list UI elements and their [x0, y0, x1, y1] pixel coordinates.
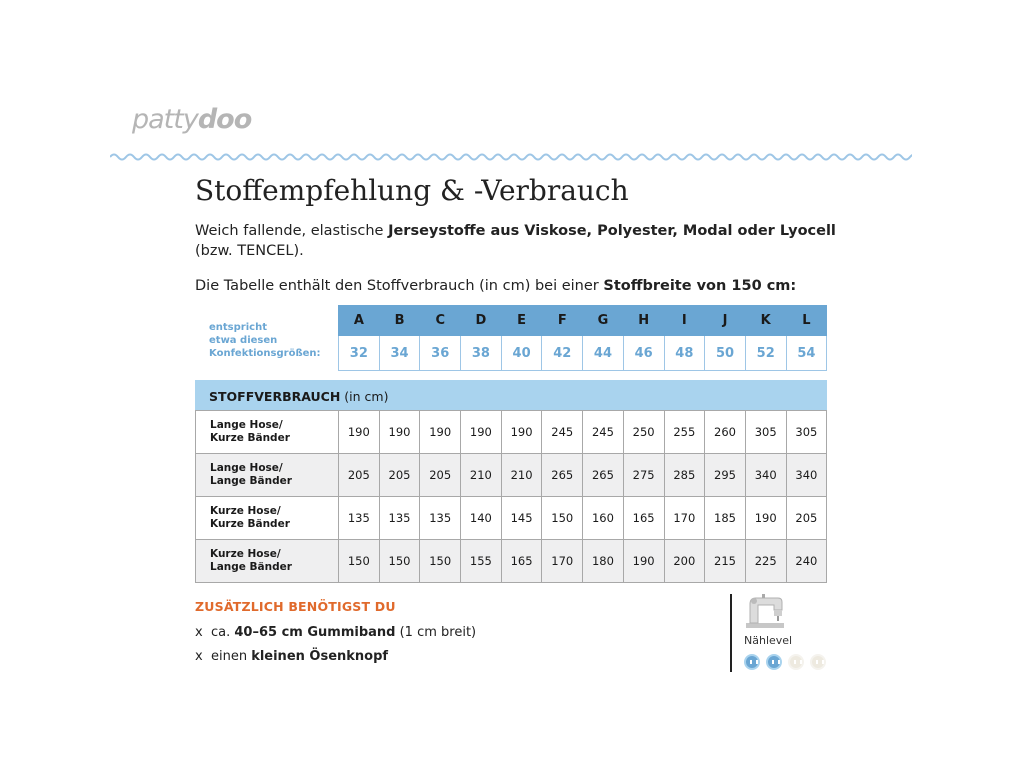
sewing-level-label: Nählevel: [744, 634, 793, 647]
row-label-line: Lange Bänder: [210, 475, 292, 487]
extras-item-bold: kleinen Ösenknopf: [251, 649, 389, 664]
extras-item-prefix: einen: [210, 649, 252, 664]
size-number-cell: 34: [379, 336, 420, 371]
usage-value-cell: 250: [623, 411, 664, 454]
page-title: Stoffempfehlung & -Verbrauch: [195, 174, 629, 207]
pattydoo-logo: [132, 104, 251, 135]
usage-value-cell: 210: [501, 454, 542, 497]
extras-heading: ZUSÄTZLICH BENÖTIGST DU: [195, 599, 396, 614]
usage-value-cell: 245: [542, 411, 583, 454]
usage-value-cell: 155: [461, 540, 502, 583]
bullet: x: [195, 625, 203, 640]
size-number-cell: 32: [339, 336, 380, 371]
row-label: [196, 411, 339, 454]
usage-value-cell: 165: [623, 497, 664, 540]
size-number-cell: 38: [461, 336, 502, 371]
size-number-cell: 46: [623, 336, 664, 371]
usage-value-cell: 190: [501, 411, 542, 454]
usage-value-cell: 240: [786, 540, 827, 583]
usage-value-cell: 135: [420, 497, 461, 540]
extras-item: [195, 649, 388, 664]
size-number-cell: 44: [583, 336, 624, 371]
size-number-cell: 48: [664, 336, 705, 371]
size-number-cell: 42: [542, 336, 583, 371]
size-numbers-row: [339, 336, 827, 371]
size-letter-cell: H: [623, 306, 664, 336]
table-row: [196, 540, 827, 583]
usage-value-cell: 225: [745, 540, 786, 583]
button-rating-icon: [766, 654, 782, 670]
usage-value-cell: 210: [461, 454, 502, 497]
extras-item-suffix: (1 cm breit): [395, 625, 477, 640]
button-rating-icon: [788, 654, 804, 670]
usage-value-cell: 275: [623, 454, 664, 497]
size-letter-cell: B: [379, 306, 420, 336]
row-label-line: Lange Hose/: [210, 462, 283, 474]
size-note-line: Konfektionsgrößen:: [209, 348, 321, 359]
sewing-level-rating: [744, 654, 826, 670]
vertical-divider: [730, 594, 732, 672]
row-label: [196, 540, 339, 583]
usage-value-cell: 205: [379, 454, 420, 497]
usage-value-cell: 305: [786, 411, 827, 454]
usage-value-cell: 165: [501, 540, 542, 583]
table-note-prefix: Die Tabelle enthält den Stoffverbrauch (in cm) bei einer: [195, 278, 604, 294]
size-letter-cell: G: [583, 306, 624, 336]
intro-prefix: Weich fallende, elastische: [195, 223, 389, 239]
size-note-line: entspricht: [209, 322, 267, 333]
usage-value-cell: 135: [379, 497, 420, 540]
fabric-recommendation: [195, 221, 855, 261]
extras-item: [195, 625, 476, 640]
size-number-cell: 36: [420, 336, 461, 371]
size-note-line: etwa diesen: [209, 335, 278, 346]
button-rating-icon: [744, 654, 760, 670]
usage-value-cell: 340: [786, 454, 827, 497]
sewing-machine-icon: [744, 592, 786, 630]
size-number-cell: 40: [501, 336, 542, 371]
usage-heading-unit: (in cm): [340, 389, 389, 404]
usage-value-cell: 190: [745, 497, 786, 540]
usage-value-cell: 190: [339, 411, 380, 454]
size-letter-cell: A: [339, 306, 380, 336]
usage-value-cell: 145: [501, 497, 542, 540]
size-letter-cell: K: [745, 306, 786, 336]
table-note: [195, 276, 796, 296]
usage-value-cell: 245: [583, 411, 624, 454]
size-letter-cell: L: [786, 306, 827, 336]
row-label: [196, 454, 339, 497]
size-letter-cell: F: [542, 306, 583, 336]
row-label-line: Kurze Hose/: [210, 548, 281, 560]
usage-value-cell: 305: [745, 411, 786, 454]
usage-value-cell: 150: [542, 497, 583, 540]
intro-suffix: (bzw. TENCEL).: [195, 243, 304, 259]
button-rating-icon: [810, 654, 826, 670]
size-letter-cell: I: [664, 306, 705, 336]
intro-bold: Jerseystoffe aus Viskose, Polyester, Modal oder Lyocell: [388, 223, 836, 239]
size-letters-row: [339, 306, 827, 336]
extras-item-bold: 40–65 cm Gummiband: [234, 625, 396, 640]
usage-value-cell: 260: [705, 411, 746, 454]
usage-table: [195, 410, 827, 583]
row-label-line: Kurze Bänder: [210, 432, 290, 444]
usage-value-cell: 170: [664, 497, 705, 540]
size-note: [209, 321, 321, 360]
table-note-bold: Stoffbreite von 150 cm:: [603, 278, 797, 294]
table-row: [196, 411, 827, 454]
extras-item-prefix: ca.: [210, 625, 235, 640]
table-row: [196, 454, 827, 497]
bullet: x: [195, 649, 203, 664]
usage-value-cell: 170: [542, 540, 583, 583]
usage-value-cell: 205: [786, 497, 827, 540]
usage-value-cell: 185: [705, 497, 746, 540]
usage-value-cell: 295: [705, 454, 746, 497]
size-number-cell: 54: [786, 336, 827, 371]
usage-value-cell: 150: [339, 540, 380, 583]
logo-part-2: doo: [197, 104, 252, 135]
size-number-cell: 50: [705, 336, 746, 371]
size-letter-cell: D: [461, 306, 502, 336]
usage-value-cell: 150: [379, 540, 420, 583]
size-letter-cell: J: [705, 306, 746, 336]
size-letter-cell: E: [501, 306, 542, 336]
usage-value-cell: 180: [583, 540, 624, 583]
table-row: [196, 497, 827, 540]
usage-value-cell: 255: [664, 411, 705, 454]
usage-value-cell: 200: [664, 540, 705, 583]
usage-value-cell: 215: [705, 540, 746, 583]
usage-value-cell: 340: [745, 454, 786, 497]
usage-value-cell: 150: [420, 540, 461, 583]
size-table: [338, 305, 827, 371]
usage-value-cell: 160: [583, 497, 624, 540]
row-label-line: Kurze Hose/: [210, 505, 281, 517]
size-letter-cell: C: [420, 306, 461, 336]
wave-divider: [110, 150, 912, 164]
usage-value-cell: 190: [379, 411, 420, 454]
usage-value-cell: 190: [623, 540, 664, 583]
row-label-line: Kurze Bänder: [210, 518, 290, 530]
usage-value-cell: 265: [542, 454, 583, 497]
usage-value-cell: 135: [339, 497, 380, 540]
usage-value-cell: 190: [420, 411, 461, 454]
usage-value-cell: 205: [339, 454, 380, 497]
size-number-cell: 52: [745, 336, 786, 371]
usage-value-cell: 190: [461, 411, 502, 454]
row-label: [196, 497, 339, 540]
logo-part-1: patty: [132, 104, 198, 135]
row-label-line: Lange Hose/: [210, 419, 283, 431]
usage-value-cell: 265: [583, 454, 624, 497]
usage-value-cell: 140: [461, 497, 502, 540]
usage-heading: [195, 380, 827, 410]
usage-heading-bold: STOFFVERBRAUCH: [209, 389, 341, 404]
usage-value-cell: 285: [664, 454, 705, 497]
row-label-line: Lange Bänder: [210, 561, 292, 573]
usage-value-cell: 205: [420, 454, 461, 497]
